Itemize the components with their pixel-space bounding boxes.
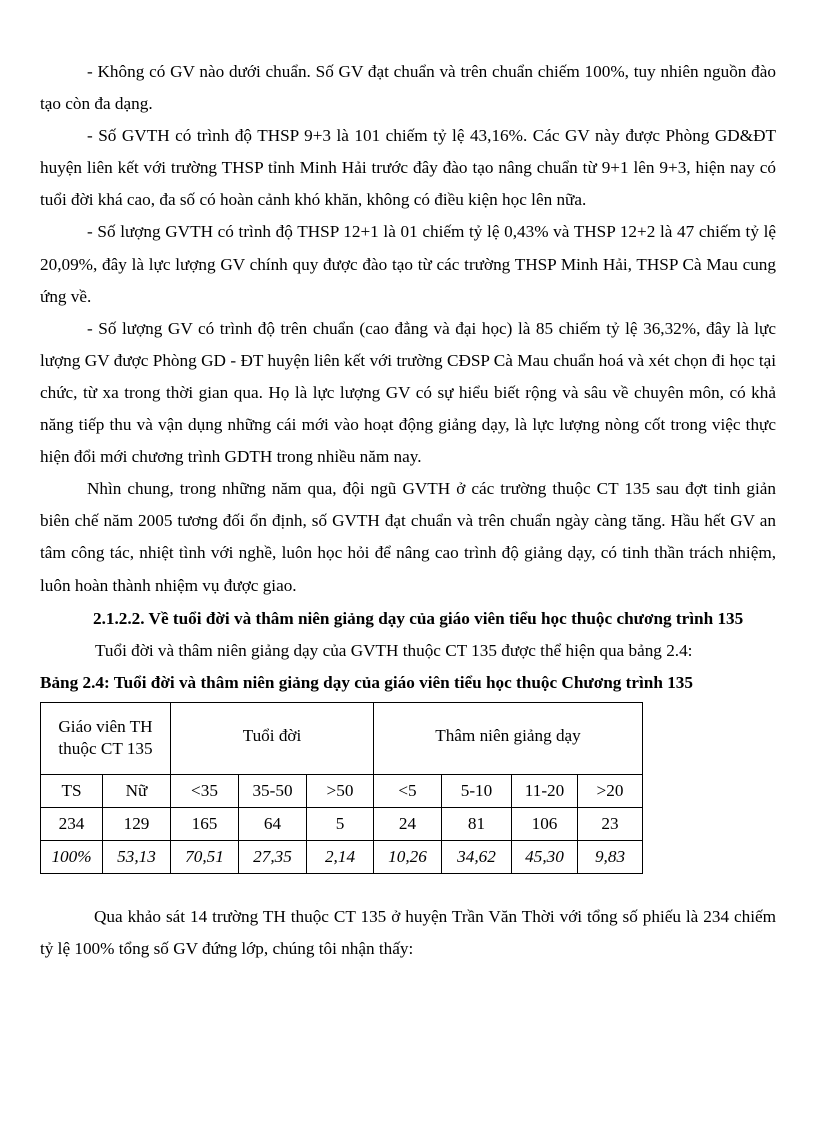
document-body	[40, 56, 776, 965]
count-cell: 24	[374, 807, 442, 840]
col-header: 11-20	[512, 774, 578, 807]
percent-cell: 45,30	[512, 840, 578, 873]
count-cell: 23	[578, 807, 643, 840]
count-cell: 129	[103, 807, 171, 840]
col-header: 5-10	[442, 774, 512, 807]
table-intro: Tuổi đời và thâm niên giảng dạy của GVTH thuộc CT 135 được thể hiện qua bảng 2.4:	[95, 640, 693, 660]
percent-cell: 34,62	[442, 840, 512, 873]
header-teachers: Giáo viên TH thuộc CT 135	[41, 702, 171, 774]
col-header: 35-50	[239, 774, 307, 807]
count-cell: 64	[239, 807, 307, 840]
count-cell: 165	[171, 807, 239, 840]
count-cell: 81	[442, 807, 512, 840]
paragraph-survey: Qua khảo sát 14 trường TH thuộc CT 135 ở huyện Trần Văn Thời với tổng số phiếu là 234 chiếm tỷ lệ 100% tổng số GV đứng lớp, chúng tôi nhận thấy:	[40, 906, 776, 958]
header-seniority: Thâm niên giảng dạy	[374, 702, 643, 774]
paragraph-summary: Nhìn chung, trong những năm qua, đội ngũ GVTH ở các trường thuộc CT 135 sau đợt tinh giản biên chế năm 2005 tương đối ổn định, số GVTH đạt chuẩn và trên chuẩn ngày càng tăng. Hầu hết GV an tâm công tác, nhiệt tình với nghề, luôn học hỏi để nâng cao trình độ giảng dạy, có tinh thần trách nhiệm, luôn hoàn thành nhiệm vụ được giao.	[40, 479, 776, 595]
age-seniority-table	[40, 702, 643, 874]
percent-cell: 27,35	[239, 840, 307, 873]
section-heading: 2.1.2.2. Về tuổi đời và thâm niên giảng dạy của giáo viên tiểu học thuộc chương trình 135	[93, 608, 744, 628]
table-count-row	[41, 807, 643, 840]
table-caption: Bảng 2.4: Tuổi đời và thâm niên giảng dạy của giáo viên tiểu học thuộc Chương trình 135	[40, 672, 693, 692]
paragraph-thsp-12: - Số lượng GVTH có trình độ THSP 12+1 là 01 chiếm tỷ lệ 0,43% và THSP 12+2 là 47 chiếm tỷ lệ 20,09%, đây là lực lượng GV chính quy được đào tạo từ các trường THSP Minh Hải, THSP Cà Mau cung ứng về.	[40, 222, 776, 306]
count-cell: 106	[512, 807, 578, 840]
percent-cell: 9,83	[578, 840, 643, 873]
count-cell: 234	[41, 807, 103, 840]
col-header: Nữ	[103, 774, 171, 807]
percent-cell: 70,51	[171, 840, 239, 873]
col-header: TS	[41, 774, 103, 807]
paragraph-above-standard: - Số lượng GV có trình độ trên chuẩn (cao đẳng và đại học) là 85 chiếm tỷ lệ 36,32%, đây là lực lượng GV được Phòng GD - ĐT huyện liên kết với trường CĐSP Cà Mau chuẩn hoá và xét chọn đi học tại chức, từ xa trong thời gian qua. Họ là lực lượng GV có sự hiểu biết rộng và sâu về chuyên môn, có khả năng tiếp thu và vận dụng những cái mới vào hoạt động giảng dạy, là lực lượng nòng cốt trong việc thực hiện đổi mới chương trình GDTH trong nhiều năm nay.	[40, 318, 776, 467]
col-header: >50	[307, 774, 374, 807]
col-header: >20	[578, 774, 643, 807]
percent-cell: 100%	[41, 840, 103, 873]
col-header: <5	[374, 774, 442, 807]
col-header: <35	[171, 774, 239, 807]
count-cell: 5	[307, 807, 374, 840]
table-subheader-row	[41, 774, 643, 807]
percent-cell: 10,26	[374, 840, 442, 873]
paragraph-standards: - Không có GV nào dưới chuẩn. Số GV đạt chuẩn và trên chuẩn chiếm 100%, tuy nhiên nguồn đào tạo còn đa dạng.	[40, 62, 776, 114]
percent-cell: 53,13	[103, 840, 171, 873]
table-percent-row	[41, 840, 643, 873]
paragraph-thsp-9-3: - Số GVTH có trình độ THSP 9+3 là 101 chiếm tỷ lệ 43,16%. Các GV này được Phòng GD&ĐT huyện liên kết với trường THSP tỉnh Minh Hải trước đây đào tạo nâng chuẩn từ 9+1 lên 9+3, hiện nay có tuổi đời khá cao, đa số có hoàn cảnh khó khăn, không có điều kiện học lên nữa.	[40, 126, 776, 210]
table-header-row	[41, 702, 643, 774]
percent-cell: 2,14	[307, 840, 374, 873]
header-age: Tuổi đời	[171, 702, 374, 774]
